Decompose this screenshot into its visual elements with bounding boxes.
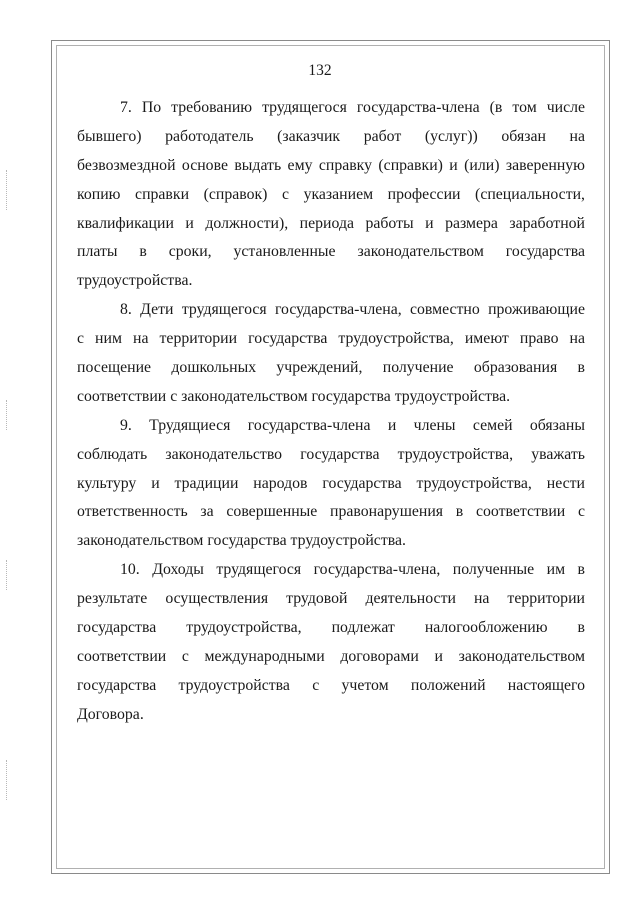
text-line: соответствии с законодательством государства трудоустройства. [77,387,511,405]
text-line: безвозмездной основе выдать ему справку (справки) и (или) заверенную [77,156,585,174]
scan-edge-mark [6,170,7,210]
paragraph-9 [77,412,585,556]
text-line: культуру и традиции народов государства трудоустройства, нести [77,474,585,492]
text-line: законодательством государства трудоустройства. [77,532,406,550]
text-line: бывшего) работодатель (заказчик работ (услуг)) обязан на [77,127,585,145]
scan-edge-mark [6,560,7,590]
text-line: ответственность за совершенные правонарушения в соответствии с [77,503,585,521]
text-line: 8. Дети трудящегося государства-члена, совместно проживающие [120,301,585,319]
text-line: государства трудоустройства, подлежат налогообложению в [77,619,585,637]
text-line: государства трудоустройства с учетом положений настоящего [77,676,585,694]
text-line: соблюдать законодательство государства трудоустройства, уважать [77,445,585,463]
text-line: посещение дошкольных учреждений, получение образования в [77,359,585,377]
text-line: трудоустройства. [77,272,193,290]
scan-edge-mark [6,400,7,430]
text-line: 10. Доходы трудящегося государства-члена, полученные им в [120,561,585,579]
text-line: результате осуществления трудовой деятельности на территории [77,590,585,608]
text-line: квалификации и должности), периода работы и размера заработной [77,214,585,232]
text-line: 7. По требованию трудящегося государства-члена (в том числе [120,99,585,116]
text-line: 9. Трудящиеся государства-члена и члены семей обязаны [120,416,585,434]
text-line: соответствии с международными договорами и законодательством [77,647,585,665]
text-line: с ним на территории государства трудоустройства, имеют право на [77,330,585,348]
text-line: Договора. [77,705,144,723]
scan-edge-mark [6,760,7,800]
text-line: платы в сроки, установленные законодательством государства [77,243,585,261]
paragraph-10 [77,556,585,729]
document-body [77,94,585,730]
page-number: 132 [308,62,332,79]
paragraph-7 [77,94,585,296]
text-line: копию справки (справок) с указанием профессии (специальности, [77,185,585,203]
paragraph-8 [77,296,585,412]
